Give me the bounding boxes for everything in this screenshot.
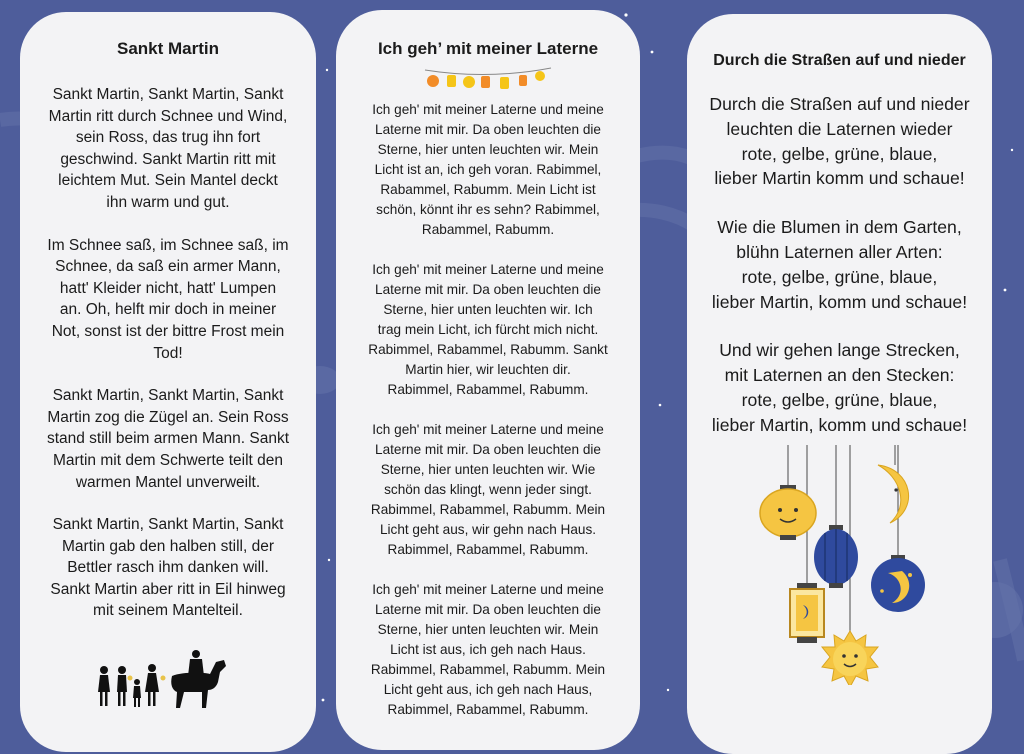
song-stanza: Im Schnee saß, im Schnee saß, im Schnee, da saß ein armer Mann, hatt' Kleider nicht, hatt' Lumpen an. Oh, helft mir doch in meiner Not, sonst ist der bittre Frost mein Tod! [47, 236, 289, 362]
song-title: Ich geh’ mit meiner Laterne [377, 39, 599, 58]
song-stanza: Und wir gehen lange Strecken, mit Laternen an den Stecken: rote, gelbe, grüne, blaue, lieber Martin, komm und schaue! [711, 340, 968, 435]
song-stanza: Ich geh' mit meiner Laterne und meine Laterne mit mir. Da oben leuchten die Sterne, hier unten leuchten wir. Mein Licht ist an, ich geh voran. Rabimmel, Rabammel, Rabumm. Mein Licht ist schön, könnt ihr es sehn? Rabimmel, Rabammel, Rabumm. [372, 102, 604, 237]
song-title: Sankt Martin [116, 39, 220, 58]
song-title: Durch die Straßen auf und nieder [713, 52, 966, 69]
song-stanza: Ich geh' mit meiner Laterne und meine Laterne mit mir. Da oben leuchten die Sterne, hier unten leuchten wir. Mein Licht ist aus, ich geh nach Haus. Rabimmel, Rabammel, Rabumm. Mein Licht geht aus, ich geh nach Haus, Rabimmel, Rabammel, Rabumm. [370, 582, 606, 717]
song-card-ich-geh-mit-meiner-laterne [336, 10, 640, 750]
song-stanza: Sankt Martin, Sankt Martin, Sankt Martin zog die Zügel an. Sein Ross stand still beim armen Mann. Sankt Martin mit dem Schwerte teilt den warmen Mantel unverweilt. [46, 387, 290, 491]
song-stanza: Sankt Martin, Sankt Martin, Sankt Martin gab den halben still, der Bettler rasch ihm danken will. Sankt Martin aber ritt in Eil hinweg mit seinem Mantelteil. [50, 516, 286, 620]
rider-with-children-silhouette-icon [92, 648, 228, 712]
song-stanza: Durch die Straßen auf und nieder leuchten die Laternen wieder rote, gelbe, grüne, blaue, lieber Martin komm und schaue! [709, 94, 970, 189]
hanging-lanterns-icon [750, 445, 940, 685]
song-card-sankt-martin [20, 12, 316, 752]
song-stanza: Ich geh' mit meiner Laterne und meine Laterne mit mir. Da oben leuchten die Sterne, hier unten leuchten wir. Wie schön das klingt, wenn jeder singt. Rabimmel, Rabammel, Rabumm. Mein Licht geht aus, wir gehn nach Haus. Rabimmel, Rabammel, Rabumm. [370, 422, 606, 557]
song-stanza: Sankt Martin, Sankt Martin, Sankt Martin ritt durch Schnee und Wind, sein Ross, das trug ihn fort geschwind. Sankt Martin ritt mit leichtem Mut. Sein Mantel deckt ihn warm und gut. [48, 86, 288, 211]
lantern-garland-icon [423, 66, 553, 92]
song-stanza: Wie die Blumen in dem Garten, blühn Laternen aller Arten: rote, gelbe, grüne, blaue, lieber Martin, komm und schaue! [711, 217, 968, 312]
song-stanza: Ich geh' mit meiner Laterne und meine Laterne mit mir. Da oben leuchten die Sterne, hier unten leuchten wir. Ich trag mein Licht, ich fürcht mich nicht. Rabimmel, Rabammel, Rabumm. Sankt Martin hier, wir leuchten dir. Rabimmel, Rabammel, Rabumm. [368, 262, 608, 397]
